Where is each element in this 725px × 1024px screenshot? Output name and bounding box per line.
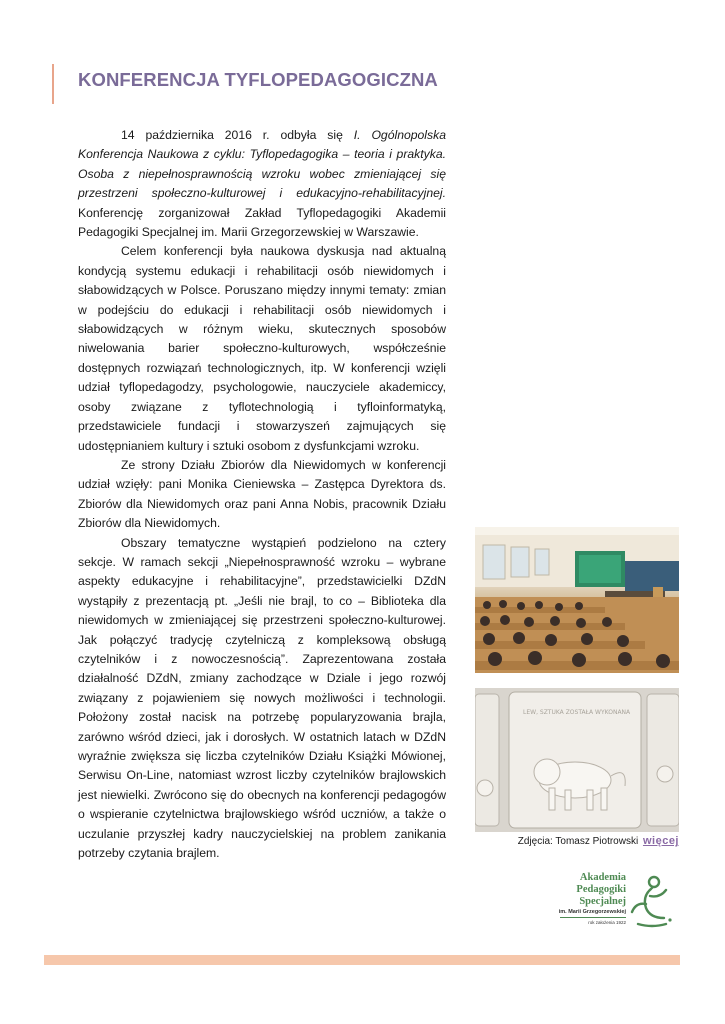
more-photos-link[interactable]: więcej (642, 835, 679, 847)
paragraph-1-rest: Konferencję zorganizował Zakład Tyflopedagogiki Akademii Pedagogiki Specjalnej im. Marii Grzegorzewskiej w Warszawie. (78, 205, 446, 240)
paragraph-4: Obszary tematyczne wystąpień podzielono na cztery sekcje. W ramach sekcji „Niepełnosprawność wzroku – wybrane aspekty edukacyjne i rehabilitacyjne”, przedstawicielki DZdN wystąpiły z prezentacją pt. „Jeśli nie brajl, to co – Biblioteka dla niewidomych w zmieniającej się przestrzeni społeczno-kulturowej. Jak połączyć tradycję czytelniczą z kompleksową obsługą czytelników i z nowoczesnością”. Zaprezentowana została działalność DZdN, zmiany zachodzące w Dziale i jego rozwój związany z pojawieniem się nowych możliwości i technologii. Położony został nacisk na potrzebę popularyzowania brajla, zarówno wśród dzieci, jak i dorosłych. W ostatnich latach w DZdN wyraźnie zwiększa się liczba czytelników Działu Książki Mówionej, Serwisu On-Line, natomiast wzrost liczby czytelników brajlowskich jest niewielki. Zwrócono się do obecnych na konferencji pedagogów o wspieranie czytelnictwa brajlowskiego wśród uczniów, a także o uczulanie przyszłej kadry nauczycielskiej na problem zanikania potrzeby czytania brajlem. (78, 535, 446, 861)
conference-hall-photo (475, 527, 679, 673)
paragraph-3: Ze strony Działu Zbiorów dla Niewidomych w konferencji udział wzięły: pani Monika Cieniewska – Zastępca Dyrektora ds. Zbiorów dla Niewidomych oraz pani Anna Nobis, pracownik Działu Zbiorów dla Niewidomych. (78, 457, 446, 531)
logo-divider (560, 917, 626, 918)
logo-figure-icon (628, 874, 674, 930)
paragraph-2: Celem konferencji była naukowa dyskusja nad aktualną kondycją systemu edukacji i rehabilitacji osób niewidomych i słabowidzących w Polsce. Poruszano między innymi tematy: zmian w podejściu do edukacji i rehabilitacji osób niewidomych i słabowidzących w różnym wieku, skutecznych sposobów niwelowania barier społeczno-kulturowych, współcześnie dostępnych rozwiązań technologicznych, itp. W konferencji wzięli udział tyflopedagodzy, psychologowie, nauczyciele akademiccy, osoby związane z tyflotechnologią i tyfloinformatyką, przedstawiciele fundacji i stowarzyszeń zajmujących się udostępnianiem kultury i sztuki osobom z dysfunkcjami wzroku. (78, 244, 446, 453)
photo-credit: Zdjęcia: Tomasz Piotrowski (517, 836, 639, 847)
article-body (78, 126, 446, 863)
logo-line-3: Specjalnej (579, 896, 626, 907)
relief-inscription: LEW, SZTUKA ZOSTAŁA WYKONANA (523, 709, 631, 716)
logo-wordmark (558, 872, 626, 916)
logo-line-4: im. Marii Grzegorzewskiej (558, 909, 626, 915)
logo-line-1: Akademia (579, 872, 626, 883)
photo-caption (518, 835, 679, 847)
footer-bar (44, 955, 680, 965)
title-accent-bar (52, 64, 54, 104)
paragraph-1-intro: 14 października 2016 r. odbyła się (121, 128, 354, 142)
page-title: KONFERENCJA TYFLOPEDAGOGICZNA (78, 69, 438, 90)
logo-line-2: Pedagogiki (576, 884, 626, 895)
paragraph-1 (78, 126, 446, 242)
aps-logo (558, 872, 678, 934)
tactile-relief-photo (475, 688, 679, 832)
logo-founding-year: rok założenia 1922 (588, 920, 626, 925)
conference-name: I. Ogólnopolska Konferencja Naukowa z cyklu: Tyflopedagogika – teoria i praktyka. Osoba z niepełnosprawnością wzroku wobec zmieniającej się przestrzeni społeczno-kulturowej i edukacyjno-rehabilitacyjnej. (78, 128, 446, 201)
